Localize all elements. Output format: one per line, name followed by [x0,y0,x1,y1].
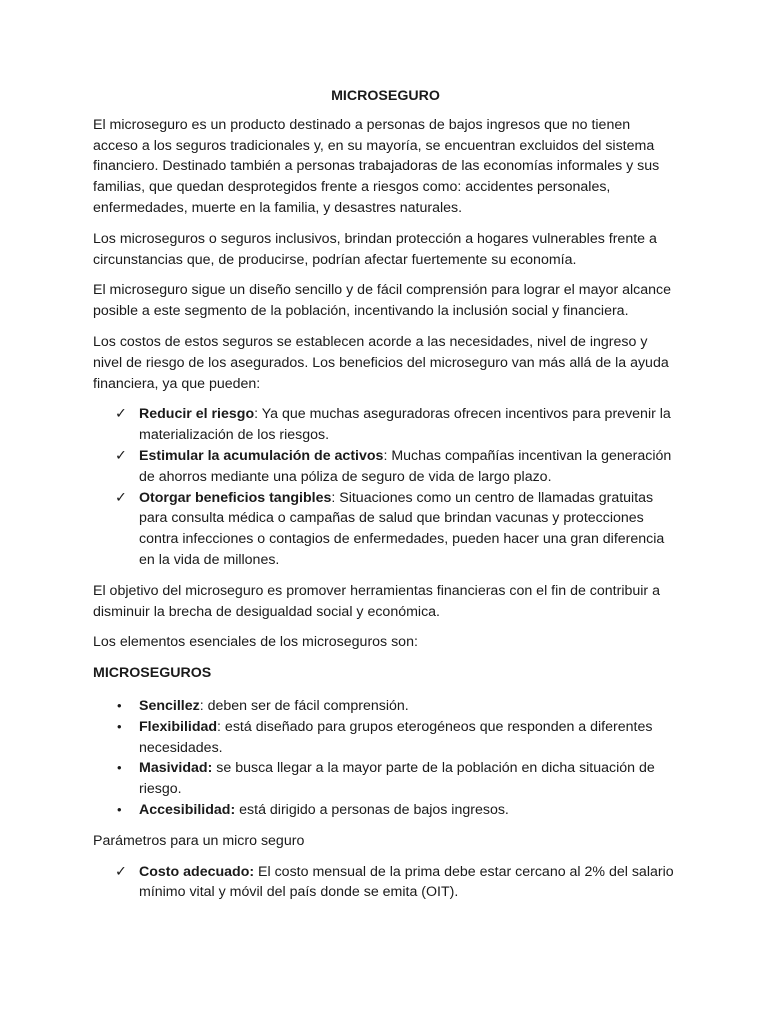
bullet-icon: • [117,801,122,817]
parameter-term: Costo adecuado: [139,863,255,880]
paragraph-definition: El microseguro es un producto destinado a personas de bajos ingresos que no tienen acceso a los seguros tradicionales y, en su mayoría, se encuentran excluidos del sistema financiero. Destinado también a personas trabajadoras de las economías informales y sus familias, que quedan desprotegidos frente a riesgos como: accidentes personales, enfermedades, muerte en la familia, y desastres naturales. [93,116,660,216]
element-text: se busca llegar a la mayor parte de la población en dicha situación de riesgo. [139,760,655,798]
bullet-icon: • [117,760,122,776]
element-term: Masividad: [139,760,213,777]
list-item-benefit [93,404,678,446]
benefit-text: : Ya que muchas aseguradoras ofrecen incentivos para prevenir la materialización de los riesgos. [139,406,671,444]
document-page [93,86,678,913]
paragraph-inclusive-insurance: Los microseguros o seguros inclusivos, brindan protección a hogares vulnerables frente a circunstancias que, de producirse, podrían afectar fuertemente su economía. [93,230,657,268]
paragraph-parameters-intro: Parámetros para un micro seguro [93,832,305,849]
list-item-element [93,717,678,759]
benefit-text: : Muchas compañías incentivan la generación de ahorros mediante una póliza de seguro de vida de largo plazo. [139,447,672,485]
bullet-icon: • [117,718,122,734]
checkmark-icon: ✓ [115,447,127,464]
list-item-benefit [93,488,678,571]
checkmark-icon: ✓ [115,863,127,880]
elements-list [93,696,678,821]
benefit-text: : Situaciones como un centro de llamadas gratuitas para consulta médica o campañas de salud que brindan vacunas y protecciones contra infecciones o contagios de enfermedades, pueden hacer una gran diferencia en la vida de millones. [139,489,665,568]
bullet-icon: • [117,697,122,713]
element-text: : está diseñado para grupos eterogéneos que responden a diferentes necesidades. [139,718,653,756]
list-item-element [93,758,678,800]
list-item-element [93,696,678,717]
section-heading: MICROSEGUROS [93,665,212,682]
element-text: está dirigido a personas de bajos ingresos. [235,801,509,818]
parameter-text: El costo mensual de la prima debe estar cercano al 2% del salario mínimo vital y móvil del país donde se emita (OIT). [139,863,674,901]
checkmark-icon: ✓ [115,406,127,423]
paragraph-objective: El objetivo del microseguro es promover herramientas financieras con el fin de contribuir a disminuir la brecha de desigualdad social y económica. [93,582,660,620]
benefits-list [93,404,678,570]
list-item-element [93,800,678,821]
benefit-term: Reducir el riesgo [139,406,255,423]
benefit-term: Otorgar beneficios tangibles [139,489,332,506]
parameters-list [93,862,678,904]
paragraph-design: El microseguro sigue un diseño sencillo y de fácil comprensión para lograr el mayor alcance posible a este segmento de la población, incentivando la inclusión social y financiera. [93,282,672,320]
element-term: Sencillez [139,697,200,714]
benefit-term: Estimular la acumulación de activos [139,447,384,464]
element-term: Accesibilidad: [139,801,236,818]
checkmark-icon: ✓ [115,489,127,506]
document-title: MICROSEGURO [331,88,440,104]
paragraph-elements-intro: Los elementos esenciales de los microseguros son: [93,634,418,651]
list-item-parameter [93,862,678,904]
element-text: : deben ser de fácil comprensión. [199,697,409,714]
list-item-benefit [93,446,678,488]
paragraph-costs: Los costos de estos seguros se establecen acorde a las necesidades, nivel de ingreso y nivel de riesgo de los asegurados. Los beneficios del microseguro van más allá de la ayuda financiera, ya que pueden: [93,333,669,392]
element-term: Flexibilidad [139,718,218,735]
